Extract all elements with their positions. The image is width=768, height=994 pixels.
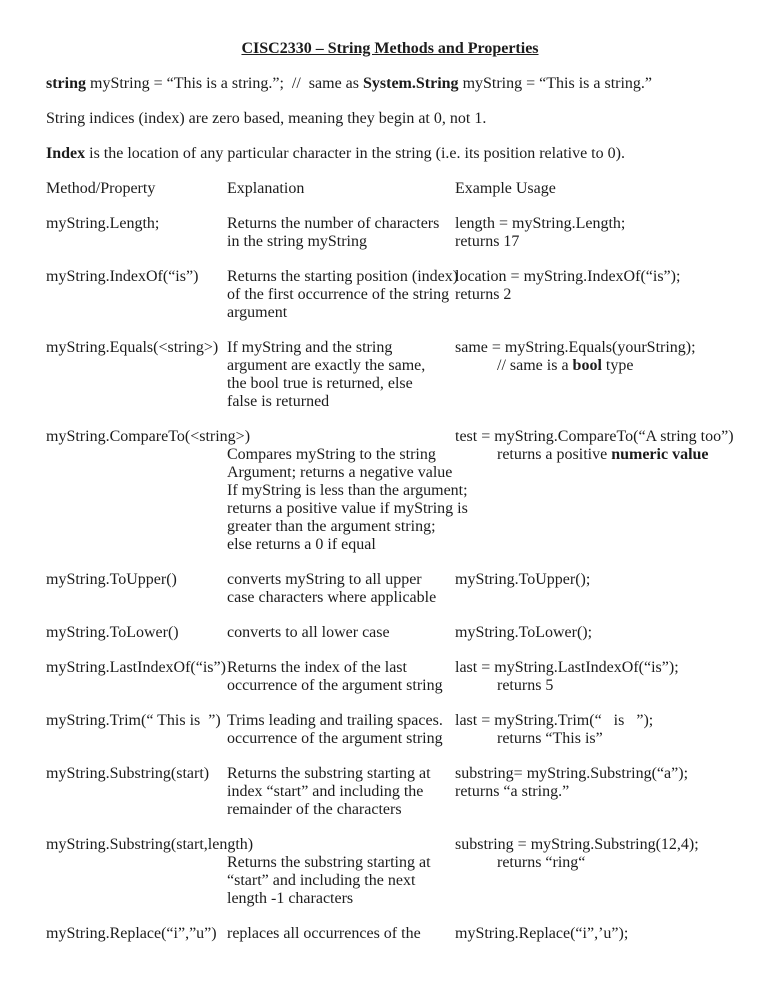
table-header-row	[46, 180, 734, 198]
bold-text-segment: Index	[46, 145, 86, 162]
example-cell	[455, 339, 734, 375]
example-cell	[455, 446, 734, 464]
text-segment: // same is a	[497, 357, 573, 374]
table-row	[46, 215, 734, 251]
explanation-line: replaces all occurrences of the	[227, 925, 421, 942]
example-line	[455, 677, 734, 695]
explanation-line: index “start” and including the	[227, 783, 424, 800]
document-content	[46, 40, 734, 960]
explanation-cell	[227, 215, 455, 251]
example-cell	[455, 765, 734, 801]
header-explanation: Explanation	[227, 180, 305, 197]
explanation-line: occurrence of the argument string	[227, 677, 443, 694]
page-title: CISC2330 – String Methods and Properties	[241, 40, 539, 57]
example-line	[455, 730, 734, 748]
bold-text-segment: System.String	[363, 75, 459, 92]
text-segment: returns “ring“	[497, 854, 586, 871]
table-row	[46, 712, 734, 748]
explanation-line: argument are exactly the same,	[227, 357, 426, 374]
text-segment: String indices (index) are zero based, meaning they begin at 0, not 1.	[46, 110, 487, 127]
explanation-line: remainder of the characters	[227, 801, 402, 818]
explanation-line: “start” and including the next	[227, 872, 416, 889]
example-line	[455, 624, 734, 642]
explanation-cell	[227, 854, 455, 908]
example-line	[455, 712, 734, 730]
explanation-line: Argument; returns a negative value	[227, 464, 453, 481]
bold-text-segment: numeric value	[611, 446, 709, 463]
method-cell: myString.IndexOf(“is”)	[46, 268, 199, 285]
explanation-cell	[227, 268, 459, 322]
text-segment: returns 2	[455, 286, 512, 303]
example-cell	[455, 712, 734, 748]
text-segment: returns 5	[497, 677, 554, 694]
explanation-cell	[227, 571, 455, 607]
method-cell: myString.Equals(<string>)	[46, 339, 219, 356]
explanation-cell	[227, 765, 455, 819]
example-line	[455, 925, 734, 943]
intro-paragraph	[46, 110, 734, 128]
table-row	[46, 428, 734, 554]
example-line	[455, 357, 734, 375]
intro-section	[46, 75, 734, 163]
text-segment: substring = myString.Substring(12,4);	[455, 836, 699, 853]
example-line	[455, 659, 734, 677]
example-line	[455, 339, 734, 357]
explanation-line: converts to all lower case	[227, 624, 390, 641]
method-cell: myString.Replace(“i”,”u”)	[46, 925, 217, 942]
explanation-line: returns a positive value if myString is	[227, 500, 468, 517]
explanation-line: If myString and the string	[227, 339, 393, 356]
text-segment: length = myString.Length;	[455, 215, 626, 232]
explanation-line: case characters where applicable	[227, 589, 437, 606]
table-row	[46, 925, 734, 943]
intro-paragraph	[46, 75, 734, 93]
method-cell: myString.ToUpper()	[46, 571, 177, 588]
example-line	[455, 836, 734, 854]
bold-text-segment: string	[46, 75, 86, 92]
method-cell: myString.LastIndexOf(“is”)	[46, 659, 226, 676]
example-line	[455, 428, 734, 446]
example-line	[455, 783, 734, 801]
example-cell	[455, 215, 734, 251]
text-segment: is the location of any particular character in the string (i.e. its position relative to 0).	[85, 145, 625, 162]
intro-paragraph	[46, 145, 734, 163]
explanation-line: the bool true is returned, else	[227, 375, 413, 392]
header-example-usage: Example Usage	[455, 180, 556, 197]
text-segment: myString.Replace(“i”,’u”);	[455, 925, 629, 942]
text-segment: myString.ToLower();	[455, 624, 593, 641]
explanation-line: length -1 characters	[227, 890, 354, 907]
explanation-line: else returns a 0 if equal	[227, 536, 376, 553]
text-segment: myString = “This is a string.”	[458, 75, 653, 92]
text-segment: substring= myString.Substring(“a”);	[455, 765, 689, 782]
explanation-line: If myString is less than the argument;	[227, 482, 468, 499]
example-line	[455, 571, 734, 589]
table-row	[46, 268, 734, 322]
text-segment: returns 17	[455, 233, 520, 250]
method-cell: myString.Length;	[46, 215, 160, 232]
text-segment: test = myString.CompareTo(“A string too”)	[455, 428, 734, 445]
methods-table	[46, 215, 734, 943]
text-segment: myString.ToUpper();	[455, 571, 591, 588]
example-cell	[455, 659, 734, 695]
table-row	[46, 659, 734, 695]
text-segment: type	[601, 357, 634, 374]
text-segment: last = myString.LastIndexOf(“is”);	[455, 659, 679, 676]
explanation-cell	[227, 446, 468, 554]
example-line	[455, 854, 734, 872]
explanation-line: Trims leading and trailing spaces.	[227, 712, 443, 729]
example-cell	[455, 624, 734, 642]
example-cell	[455, 925, 734, 943]
table-row	[46, 836, 734, 908]
method-cell: myString.CompareTo(<string>)	[46, 428, 251, 445]
table-row	[46, 624, 734, 642]
table-row	[46, 339, 734, 411]
table-row	[46, 765, 734, 819]
text-segment: last = myString.Trim(“ is ”);	[455, 712, 654, 729]
explanation-line: greater than the argument string;	[227, 518, 436, 535]
method-cell: myString.Substring(start,length)	[46, 836, 254, 853]
explanation-line: converts myString to all upper	[227, 571, 422, 588]
header-method-property: Method/Property	[46, 180, 156, 197]
example-line	[455, 215, 734, 233]
example-line	[455, 286, 734, 304]
explanation-cell	[227, 712, 455, 748]
method-cell: myString.Substring(start)	[46, 765, 210, 782]
table-row	[46, 571, 734, 607]
example-cell	[455, 571, 734, 589]
explanation-cell	[227, 624, 455, 642]
method-cell: myString.ToLower()	[46, 624, 179, 641]
explanation-line: Returns the starting position (index)	[227, 268, 459, 285]
explanation-line: Returns the substring starting at	[227, 854, 431, 871]
example-cell	[455, 268, 734, 304]
text-segment: returns “a string.”	[455, 783, 570, 800]
example-line	[455, 268, 734, 286]
example-line	[455, 446, 734, 464]
explanation-line: of the first occurrence of the string	[227, 286, 450, 303]
explanation-cell	[227, 659, 455, 695]
example-cell	[455, 428, 734, 446]
explanation-line: argument	[227, 304, 288, 321]
explanation-cell	[227, 925, 455, 943]
explanation-line: false is returned	[227, 393, 330, 410]
text-segment: same = myString.Equals(yourString);	[455, 339, 696, 356]
explanation-line: Returns the index of the last	[227, 659, 407, 676]
text-segment: myString = “This is a string.”; // same as	[86, 75, 363, 92]
example-cell	[455, 854, 734, 872]
text-segment: returns a positive	[497, 446, 612, 463]
explanation-line: occurrence of the argument string	[227, 730, 443, 747]
explanation-line: Returns the number of characters	[227, 215, 440, 232]
example-line	[455, 765, 734, 783]
text-segment: location = myString.IndexOf(“is”);	[455, 268, 681, 285]
explanation-line: Returns the substring starting at	[227, 765, 431, 782]
text-segment: returns “This is”	[497, 730, 603, 747]
explanation-line: in the string myString	[227, 233, 367, 250]
example-line	[455, 233, 734, 251]
explanation-line: Compares myString to the string	[227, 446, 436, 463]
example-cell	[455, 836, 734, 854]
explanation-cell	[227, 339, 455, 411]
bold-text-segment: bool	[572, 357, 602, 374]
method-cell: myString.Trim(“ This is ”)	[46, 712, 221, 729]
